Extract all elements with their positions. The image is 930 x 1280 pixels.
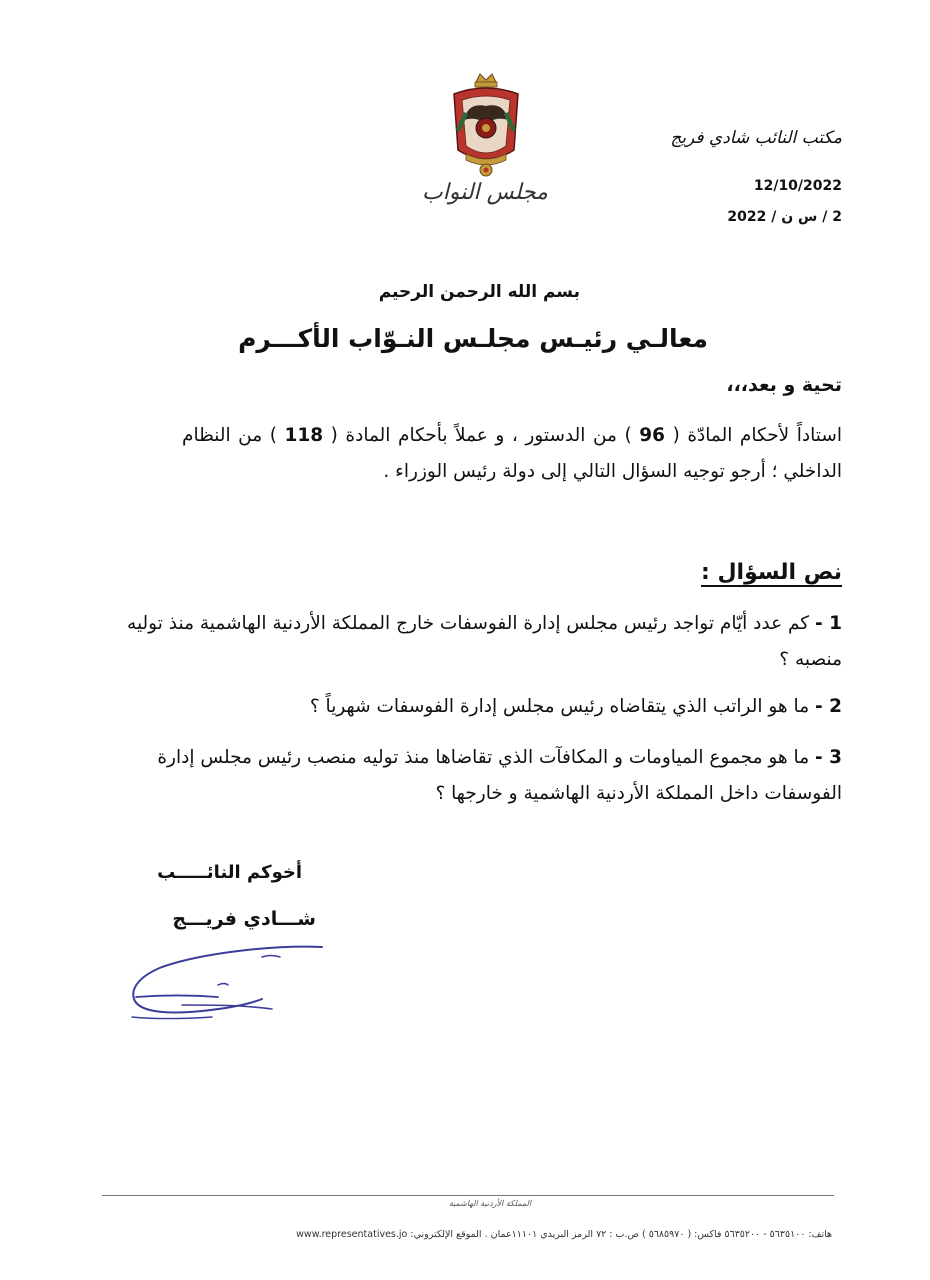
intro-part-2: ) من الدستور ، و عملاً بأحكام المادة (: [323, 425, 640, 446]
question-number: 1 -: [815, 613, 842, 634]
letter-date: 12/10/2022: [753, 178, 842, 194]
questions-heading: نص السؤال :: [700, 560, 842, 585]
signature-title: أخوكم النائـــــب: [157, 862, 302, 883]
reference-number: 2 / س ن / 2022: [727, 209, 842, 225]
question-text: ما هو مجموع المياومات و المكافآت الذي تقاضاها منذ توليه منصب رئيس مجلس إدارة الفوسفات داخل المملكة الأردنية الهاشمية و خارجها ؟: [157, 747, 842, 804]
question-text: ما هو الراتب الذي يتقاضاه رئيس مجلس إدارة الفوسفات شهرياً ؟: [309, 696, 810, 717]
signatory-name: شـــادي فريـــج: [172, 908, 316, 930]
question-item: [82, 606, 842, 678]
footer-divider: [102, 1195, 834, 1196]
addressee: معالـي رئيـس مجلـس النـوّاب الأكـــرم: [238, 324, 708, 353]
article-number-2: 118: [284, 425, 324, 446]
question-number: 3 -: [815, 747, 842, 768]
question-item: [82, 740, 842, 812]
office-title: مكتب النائب شادي فريج: [670, 128, 842, 148]
greeting: تحية و بعد،،،: [726, 374, 842, 396]
handwritten-signature-icon: [122, 935, 342, 1030]
footer-kingdom-text: المملكة الأردنية الهاشمية: [448, 1199, 532, 1208]
jordan-coat-of-arms-icon: [448, 72, 524, 180]
intro-paragraph: [182, 418, 842, 490]
intro-part-3: ) من النظام الداخلي ؛ أرجو توجيه السؤال التالي إلى دولة رئيس الوزراء .: [182, 425, 842, 482]
intro-part-1: استاداً لأحكام المادّة (: [665, 425, 842, 446]
question-number: 2 -: [815, 696, 842, 717]
question-text: كم عدد أيّام تواجد رئيس مجلس إدارة الفوسفات خارج المملكة الأردنية الهاشمية منذ توليه منصبه ؟: [127, 613, 842, 670]
basmala: بسم الله الرحمن الرحيم: [378, 282, 580, 302]
question-item: [82, 689, 842, 725]
footer-contact-info: هاتف: ٥٦٣٥١٠٠ - ٥٦٣٥٢٠٠ فاكس: ( ٥٦٨٥٩٧٠ ) ص.ب : ٧٢ الرمز البريدي ١١١٠١عمان . الموقع الإلكتروني: www.representatives.jo: [296, 1229, 832, 1240]
article-number-1: 96: [639, 425, 666, 446]
council-logo-text: مجلس النواب: [422, 180, 548, 205]
